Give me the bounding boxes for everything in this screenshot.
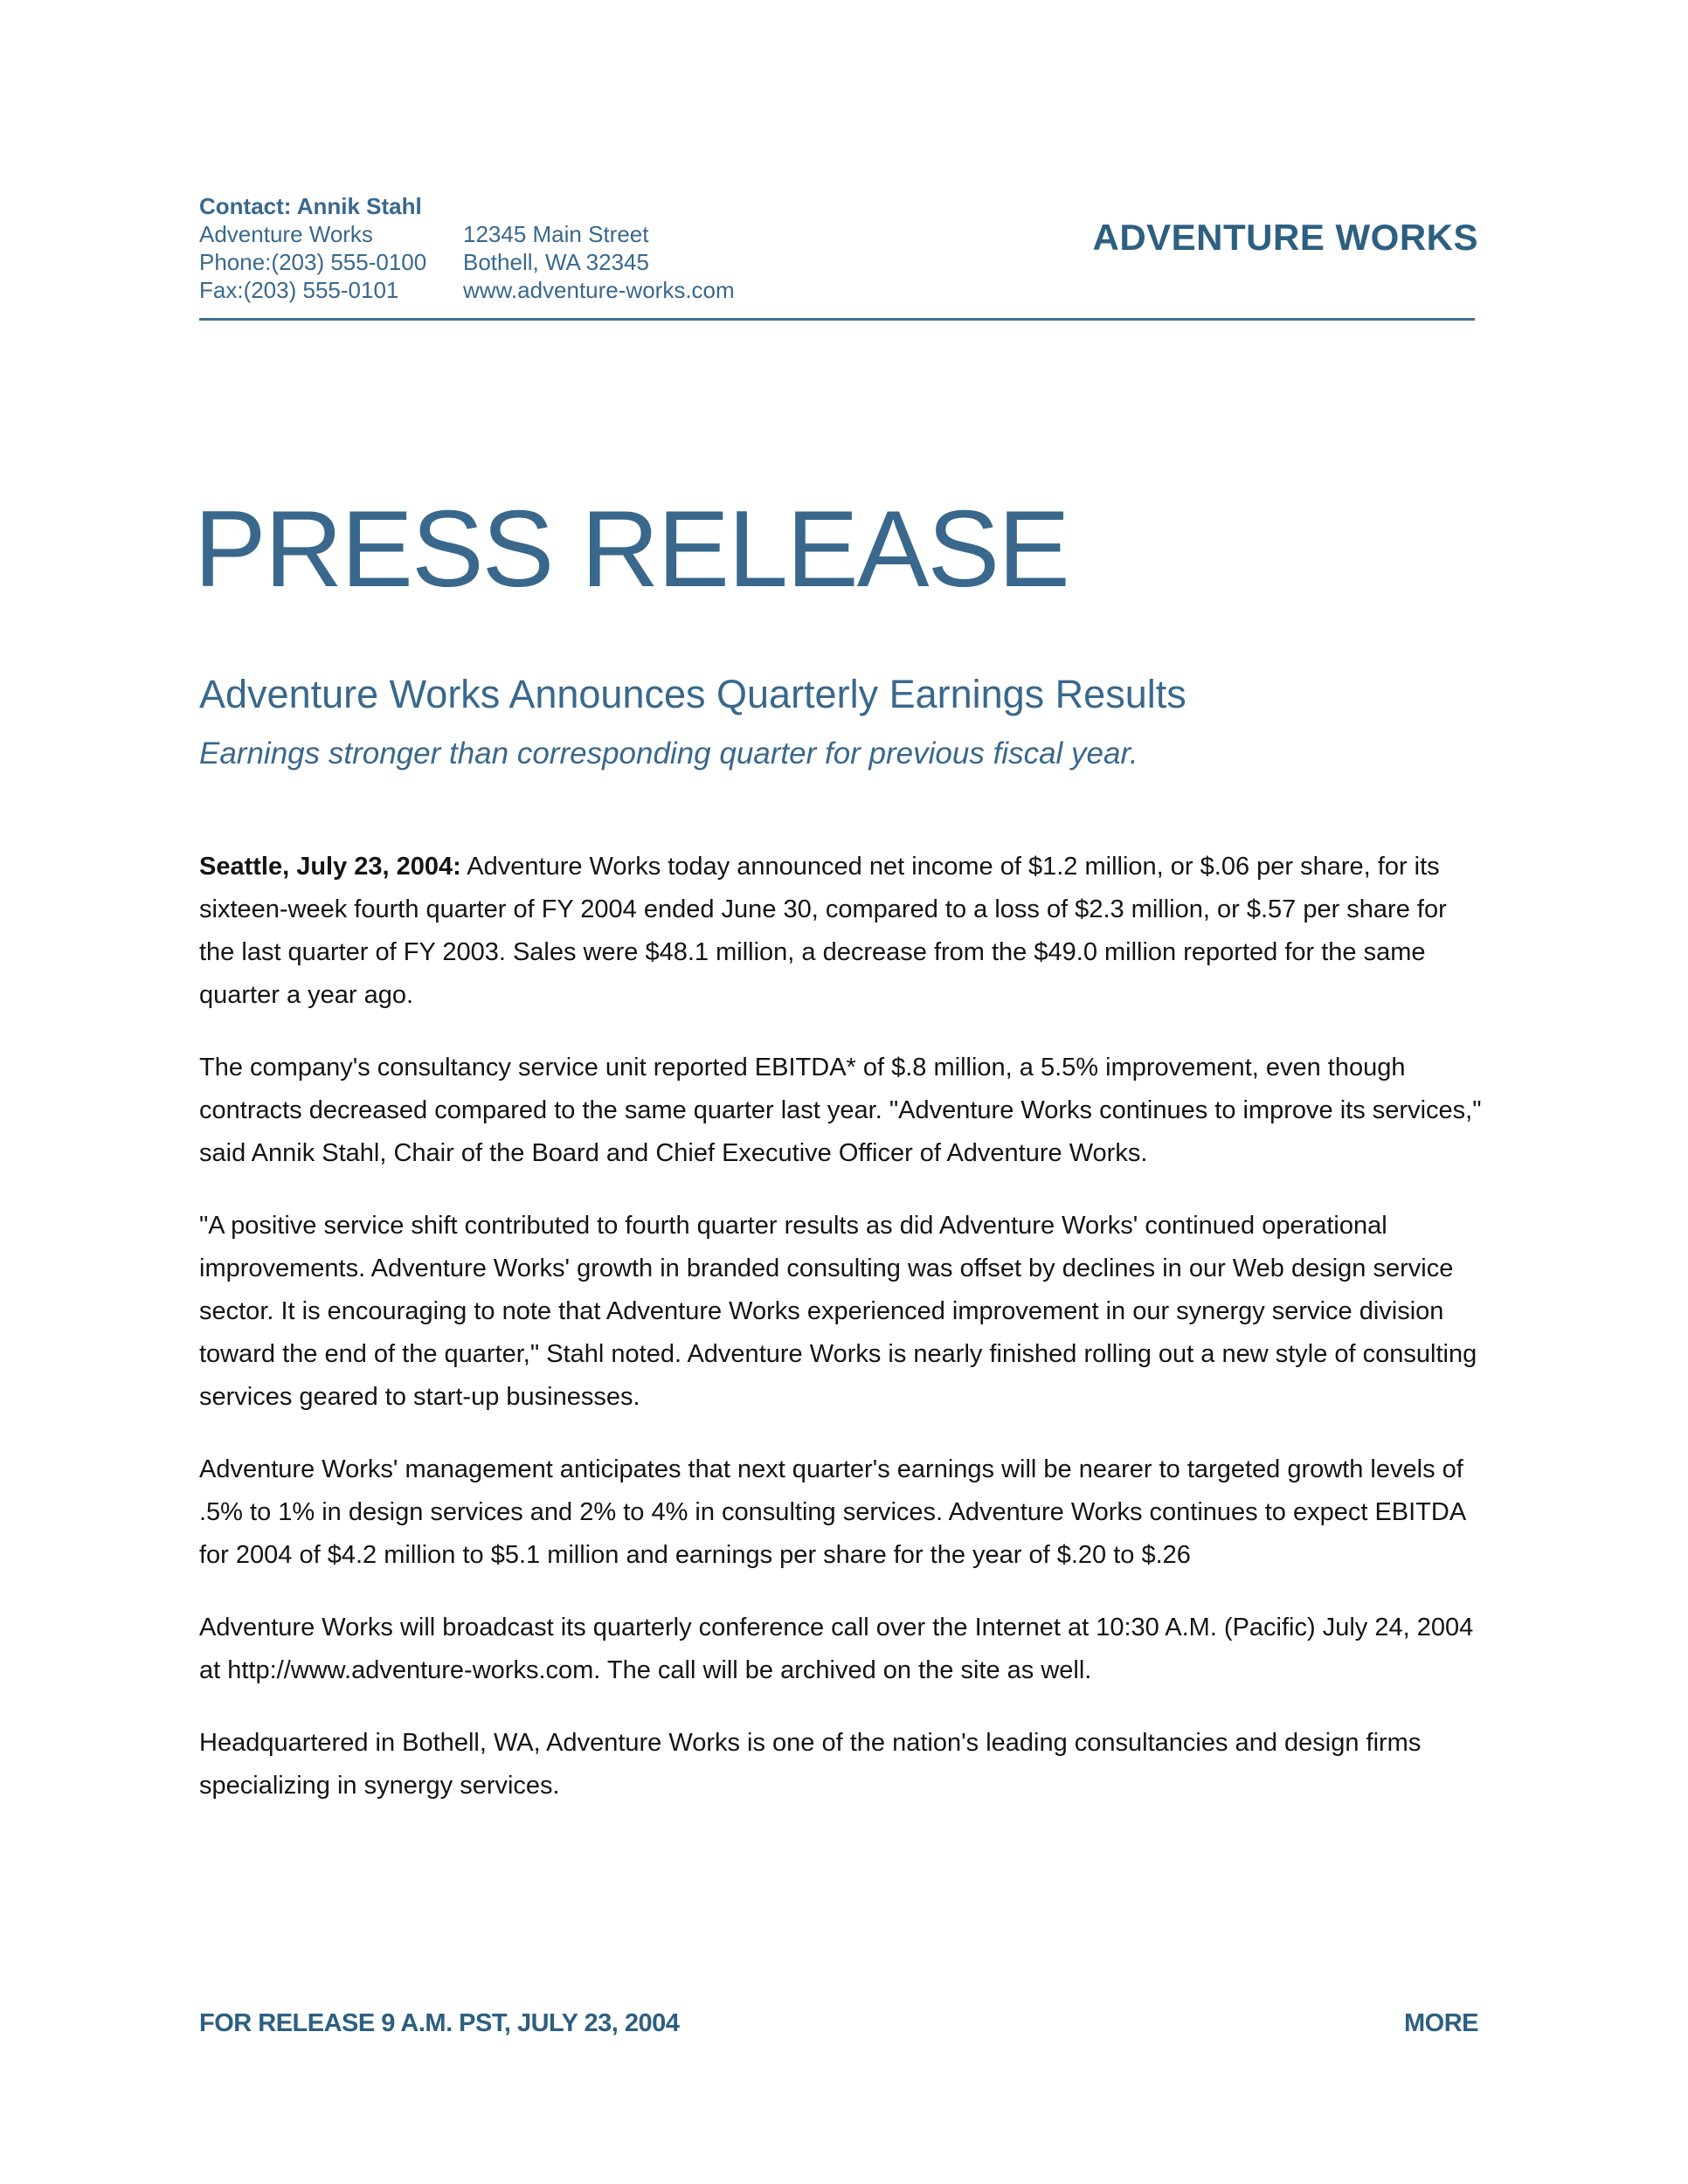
contact-column-right [463,220,735,304]
subheadline: Earnings stronger than corresponding quarter for previous fiscal year. [199,736,1138,771]
dateline: Seattle, July 23, 2004: [199,853,461,881]
paragraph-4: Adventure Works' management anticipates that next quarter's earnings will be nearer to targeted growth levels of .5% to 1% in design services and 2% to 4% in consulting services. Adventure Works continues to expect EBITDA for 2004 of $4.2 million to $5.1 million and earnings per share for the year of $.20 to $.26 [199,1455,1465,1569]
paragraph-3: "A positive service shift contributed to fourth quarter results as did Adventure Works' continued operational improvements. Adventure Works' growth in branded consulting was offset by declines in our Web design service sector. It is encouraging to note that Adventure Works experienced improvement in our synergy service division toward the end of the quarter," Stahl noted. Adventure Works is nearly finished rolling out a new style of consulting services geared to start-up businesses. [199,1212,1477,1411]
contact-address-line2: Bothell, WA 32345 [463,249,649,275]
contact-company: Adventure Works [199,221,373,247]
release-timing: FOR RELEASE 9 A.M. PST, JULY 23, 2004 [199,2009,680,2037]
contact-website: www.adventure-works.com [463,277,735,303]
contact-block [199,192,735,304]
contact-column-left [199,220,463,304]
paragraph-5: Adventure Works will broadcast its quarterly conference call over the Internet at 10:30 A.M. (Pacific) July 24, 2004 at http://www.adventure-works.com. The call will be archived on the site as well. [199,1614,1474,1684]
contact-fax: Fax:(203) 555-0101 [199,277,399,303]
paragraph-6: Headquartered in Bothell, WA, Adventure Works is one of the nation's leading consultancies and design firms specializing in synergy services. [199,1729,1422,1800]
headline: Adventure Works Announces Quarterly Earnings Results [199,672,1186,716]
company-logo: ADVENTURE WORKS [1092,217,1478,258]
paragraph-2: The company's consultancy service unit reported EBITDA* of $.8 million, a 5.5% improvement, even though contracts decreased compared to the same quarter last year. "Adventure Works continues to improve its services," said Annik Stahl, Chair of the Board and Chief Executive Officer of Adventure Works. [199,1054,1482,1167]
contact-heading: Contact: Annik Stahl [199,193,422,219]
header-divider [199,318,1475,321]
contact-address-line1: 12345 Main Street [463,221,649,247]
more-indicator: MORE [1404,2009,1478,2037]
contact-phone: Phone:(203) 555-0100 [199,249,427,275]
release-footer [199,2009,1478,2038]
paragraph-1-text: Adventure Works today announced net income of $1.2 million, or $.06 per share, for its sixteen-week fourth quarter of FY 2004 ended June 30, compared to a loss of $2.3 million, or $.57 per share for the last quarter of FY 2003. Sales were $48.1 million, a decrease from the $49.0 million reported for the same quarter a year ago. [199,853,1447,1009]
press-release-title: PRESS RELEASE [194,489,1069,610]
paragraph-1 [199,846,1487,1017]
letterhead [199,192,1478,304]
article-body [199,846,1487,1837]
